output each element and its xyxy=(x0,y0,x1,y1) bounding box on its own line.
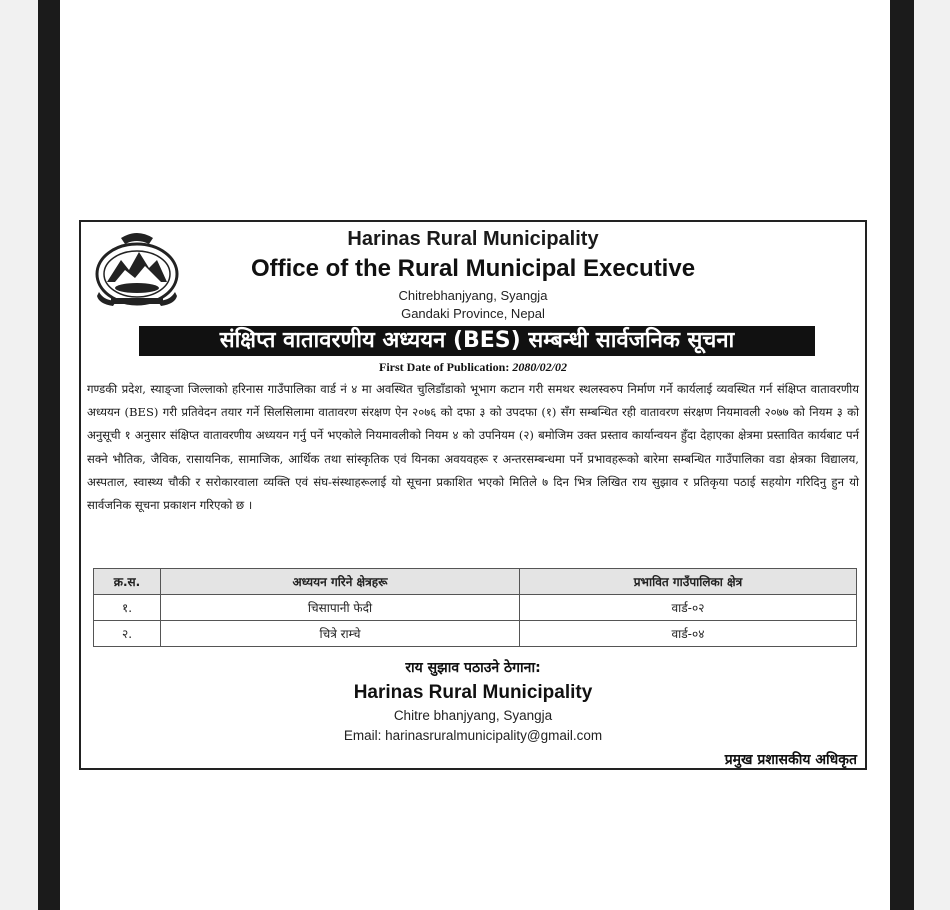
publication-date-label: First Date of Publication: xyxy=(379,360,510,374)
table-cell: १. xyxy=(94,595,161,621)
table-row xyxy=(94,621,857,647)
table-header-cell: प्रभावित गाउँपालिका क्षेत्र xyxy=(520,569,857,595)
contact-address: Chitre bhanjyang, Syangja xyxy=(393,708,553,723)
table-header-row xyxy=(94,569,857,595)
right-dark-border xyxy=(890,0,914,910)
left-margin xyxy=(0,0,38,910)
right-margin xyxy=(914,0,950,910)
address-line-2: Gandaki Province, Nepal xyxy=(401,306,545,321)
office-title: Office of the Rural Municipal Executive xyxy=(250,255,696,282)
signatory: प्रमुख प्रशासकीय अधिकृत xyxy=(724,752,857,768)
table-header-cell: अध्ययन गरिने क्षेत्रहरू xyxy=(161,569,520,595)
notice-title-banner: संक्षिप्त वातावरणीय अध्ययन (BES) सम्बन्धी सार्वजनिक सूचना xyxy=(139,326,815,356)
table-cell: चित्रे राम्चे xyxy=(161,621,520,647)
municipality-name: Harinas Rural Municipality xyxy=(347,228,599,250)
table-row xyxy=(94,595,857,621)
table-header-cell: क्र.स. xyxy=(94,569,161,595)
contact-email: Email: harinasruralmunicipality@gmail.com xyxy=(343,728,603,743)
left-dark-border xyxy=(38,0,60,910)
publication-date xyxy=(81,360,865,375)
table-cell: २. xyxy=(94,621,161,647)
publication-date-value: 2080/02/02 xyxy=(512,360,567,374)
contact-heading: राय सुझाव पठाउने ठेगाना: xyxy=(405,660,541,676)
study-area-table xyxy=(93,568,857,647)
contact-org: Harinas Rural Municipality xyxy=(353,682,593,703)
table-cell: वार्ड-०४ xyxy=(520,621,857,647)
table-cell: चिसापानी फेदी xyxy=(161,595,520,621)
address-line-1: Chitrebhanjyang, Syangja xyxy=(398,288,548,303)
notice-body: गण्डकी प्रदेश, स्याङ्जा जिल्लाको हरिनास गाउँपालिका वार्ड नं ४ मा अवस्थित चुलिडाँडाको भूभाग कटान गरी समथर स्थलस्वरुप निर्माण गर्ने कार्यलाई व्यवस्थित गर्न संक्षिप्त वातावरणीय अध्ययन (BES) गरी प्रतिवेदन तयार गर्ने सिलसिलामा वातावरण संरक्षण ऐन २०७६ को दफा ३ को उपदफा (१) सँग सम्बन्धित रही वातावरण संरक्षण नियमावली २०७७ को नियम ३ को अनुसूची १ अनुसार संक्षिप्त वातावरणीय अध्ययन गर्नु पर्ने भएकोले नियमावलीको नियम ४ को उपनियम (२) बमोजिम उक्त प्रस्ताव कार्यान्वयन हुँदा देहाएका क्षेत्रमा प्रस्तावित कार्यबाट पर्न सक्ने भौतिक, जैविक, रासायनिक, सामाजिक, आर्थिक तथा सांस्कृतिक एवं यिनका अवयवहरू र अन्तरसम्बन्धमा पर्ने प्रभावहरूको बारेमा सम्बन्धित गाउँपालिका वडा क्षेत्रका विद्यालय, अस्पताल, स्वास्थ्य चौकी र सरोकारवाला व्यक्ति एवं संघ-संस्थाहरूलाई यो सूचना प्रकाशित भएको मितिले ७ दिन भित्र लिखित राय सुझाव र प्रतिकृया पठाई सहयोग गरिदिनु हुन यो सार्वजनिक सूचना प्रकाशन गरिएको छ । xyxy=(87,382,859,513)
public-notice xyxy=(79,220,867,770)
table-cell: वार्ड-०२ xyxy=(520,595,857,621)
